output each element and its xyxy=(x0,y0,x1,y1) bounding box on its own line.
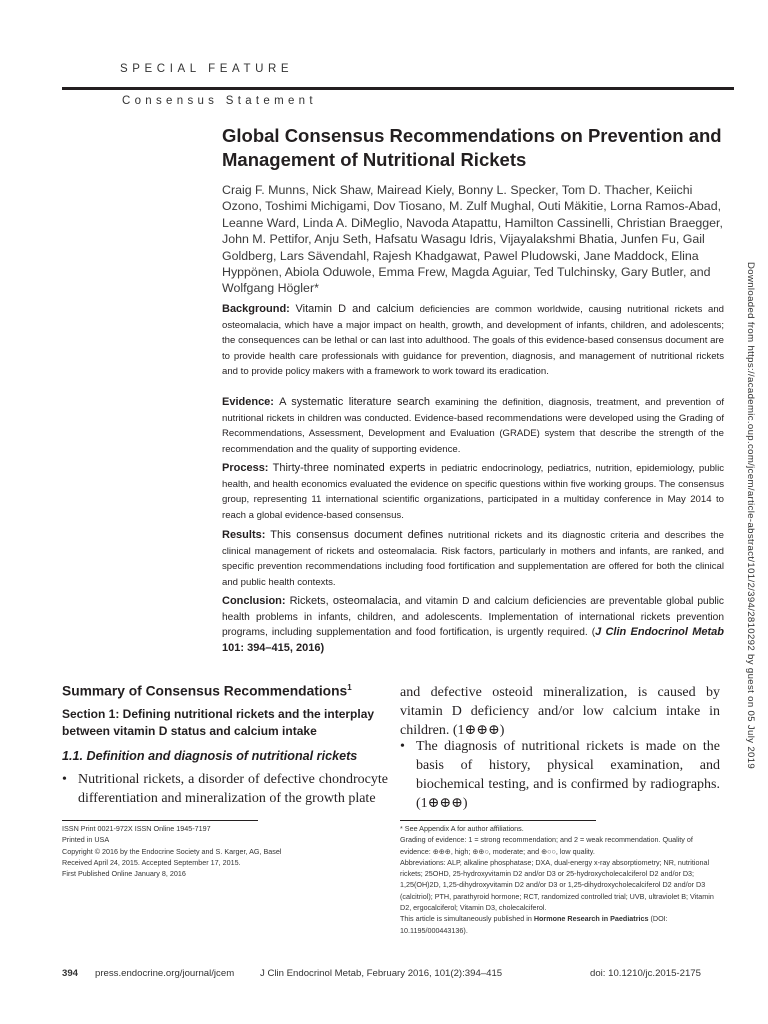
abstract-results-text: nutritional rickets and its diagnostic criteria and describes the clinical management of rickets and osteomalacia. Risk factors, particularly in mothers and infants, are ranked, and specific prevention recommendations including food fortification and supplementation are offered for both the clinical and public health contexts. xyxy=(222,530,724,588)
simultaneous-prefix: This article is simultaneously published in xyxy=(400,914,532,924)
published-line: First Published Online January 8, 2016 xyxy=(62,869,186,879)
issn-line: ISSN Print 0021-972X ISSN Online 1945-7197 xyxy=(62,824,211,833)
printed-line: Printed in USA xyxy=(62,835,110,845)
simultaneous-publication-note xyxy=(400,913,722,936)
footnotes-notes xyxy=(400,823,722,936)
subsection-label: Consensus Statement xyxy=(122,95,317,107)
summary-heading xyxy=(62,683,352,699)
abbreviations-note: Abbreviations: ALP, alkaline phosphatase; DXA, dual-energy x-ray absorptiometry; NR, nutritional rickets; 25OHD, 25-hydroxyvitamin D2 and/or D3 or 25-hydroxycholecalciferol D2 and/or D3; 1,25(OH)2D, 1,25-dihydroxyvitamin D2 and/or D3 or 1,25-dihydroxycholecalciferol D2 and/or D3 (calcitriol); PTH, parathyroid hormone; RCT, randomized controlled trial; UVB, ultraviolet B; Vitamin D2, ergocalciferol; Vitamin D3, cholecalciferol. xyxy=(400,857,714,913)
abstract-conclusion-lead: Rickets, osteomalacia, xyxy=(289,595,401,607)
abstract-conclusion-text: and vitamin D and calcium deficiencies are preventable global public health problems in infants, children, and adolescents. Implementation of international rickets prevention programs, including supplementation and food fortification, is urgently required. ( xyxy=(222,596,724,638)
abstract-background-label: Background: xyxy=(222,303,290,315)
page-number: 394 xyxy=(62,968,79,979)
abstract-process-text: in pediatric endocrinology, pediatrics, nutrition, epidemiology, public health, and health economics evaluated the evidence on specific questions within five working groups. The consensus group, representing 11 international scientific organizations, participated in a multiday conference in May 2014 to reach a global evidence-based consensus. xyxy=(222,463,724,521)
grading-note: Grading of evidence: 1 = strong recommendation; and 2 = weak recommendation. Quality of evidence: ⊕⊕⊕, high; ⊕⊕○, moderate; and ⊕○○, low quality. xyxy=(400,835,693,856)
header-rule xyxy=(62,87,734,90)
list-item xyxy=(400,737,720,813)
abstract-evidence-lead: A systematic literature search xyxy=(279,396,430,408)
abstract-results-label: Results: xyxy=(222,529,266,541)
abstract-process xyxy=(222,461,724,523)
abstract-evidence-text: examining the definition, diagnosis, treatment, and prevention of nutritional rickets in children was conducted. Evidence-based recommendations were developed using the Grading of Recommendations, Assessment, Development and Evaluation (GRADE) system that describe the strength of the recommendation and the quality of supporting evidence. xyxy=(222,397,724,455)
list-item xyxy=(62,770,388,808)
journal-citation: J Clin Endocrinol Metab, February 2016, 101(2):394–415 xyxy=(260,968,503,979)
abstract-process-label: Process: xyxy=(222,462,269,474)
summary-footnote-ref[interactable]: 1 xyxy=(347,683,352,692)
footnote-rule-right xyxy=(400,820,596,821)
bullet-marker: • xyxy=(62,772,67,787)
abstract-background-text: deficiencies are common worldwide, causing nutritional rickets and osteomalacia, which have a major impact on health, growth, and development of infants, children, and adolescents; the consequences can be lethal or can last into adulthood. The goals of this evidence-based consensus document are to provide health care professionals with guidance for prevention, diagnosis, and management of nutritional rickets and to provide policy makers with a framework to work toward its eradication. xyxy=(222,304,724,377)
journal-website[interactable]: press.endocrine.org/journal/jcem xyxy=(95,968,235,979)
bullet-marker: • xyxy=(400,739,405,754)
article-title: Global Consensus Recommendations on Prevention and Management of Nutritional Rickets xyxy=(222,125,722,170)
article-doi[interactable]: doi: 10.1210/jc.2015-2175 xyxy=(590,968,701,979)
recommendation-1-continued: and defective osteoid mineralization, is caused by vitamin D deficiency and/or low calcium intake in children. (1⊕⊕⊕) xyxy=(400,685,720,738)
affiliation-note: * See Appendix A for author affiliations. xyxy=(400,824,524,833)
abstract-process-lead: Thirty-three nominated experts xyxy=(272,462,426,474)
copyright-line: Copyright © 2016 by the Endocrine Society and S. Karger, AG, Basel xyxy=(62,846,282,856)
summary-heading-text: Summary of Consensus Recommendations xyxy=(62,683,348,699)
recommendation-1-text: Nutritional rickets, a disorder of defective chondrocyte differentiation and mineralization of the growth plate xyxy=(78,772,388,806)
abstract-results-lead: This consensus document defines xyxy=(270,529,444,541)
citation-journal: J Clin Endocrinol Metab xyxy=(595,626,724,638)
download-note[interactable]: Downloaded from https://academic.oup.com/jcem/article-abstract/101/2/394/2810292 by guest on 05 July 2019 xyxy=(745,262,756,770)
abstract-conclusion xyxy=(222,594,724,656)
subsection-1-1-heading: 1.1. Definition and diagnosis of nutritional rickets xyxy=(62,749,358,763)
abstract-results xyxy=(222,528,724,590)
simultaneous-doi: (DOI: 10.1195/000443136). xyxy=(400,914,668,935)
download-sidebar xyxy=(744,262,756,782)
abstract-background xyxy=(222,302,724,380)
abstract-background-lead: Vitamin D and calcium xyxy=(295,303,414,315)
simultaneous-journal: Hormone Research in Paediatrics xyxy=(533,914,649,924)
section-1-heading: Section 1: Defining nutritional rickets and the interplay between vitamin D status and calcium intake xyxy=(62,707,375,738)
footnote-rule-left xyxy=(62,820,258,821)
abstract-conclusion-label: Conclusion: xyxy=(222,595,286,607)
author-list: Craig F. Munns, Nick Shaw, Mairead Kiely, Bonny L. Specker, Tom D. Thacher, Keiichi Ozono, Toshimi Michigami, Dov Tiosano, M. Zulf Mughal, Outi Mäkitie, Lorna Ramos-Abad, Leanne Ward, Linda A. DiMeglio, Navoda Atapattu, Hamilton Cassinelli, Christian Braegger, John M. Pettifor, Anju Seth, Hafsatu Wasagu Idris, Vijayalakshmi Bhatia, Junfen Fu, Gail Goldberg, Lars Sävendahl, Rajesh Khadgawat, Pawel Pludowski, Jane Maddock, Elina Hyppönen, Abiola Oduwole, Emma Frew, Magda Aguiar, Ted Tulchinsky, Gary Butler, and Wolfgang Högler* xyxy=(222,183,723,296)
footnotes-publication-info xyxy=(62,823,382,879)
abstract-evidence xyxy=(222,395,724,457)
recommendation-2-text: The diagnosis of nutritional rickets is made on the basis of history, physical examination, and biochemical testing, and is confirmed by radiographs. (1⊕⊕⊕) xyxy=(416,739,720,811)
received-line: Received April 24, 2015. Accepted September 17, 2015. xyxy=(62,857,241,867)
abstract-evidence-label: Evidence: xyxy=(222,396,274,408)
citation-details: 101: 394–415, 2016) xyxy=(222,641,325,654)
section-label: SPECIAL FEATURE xyxy=(120,63,294,75)
